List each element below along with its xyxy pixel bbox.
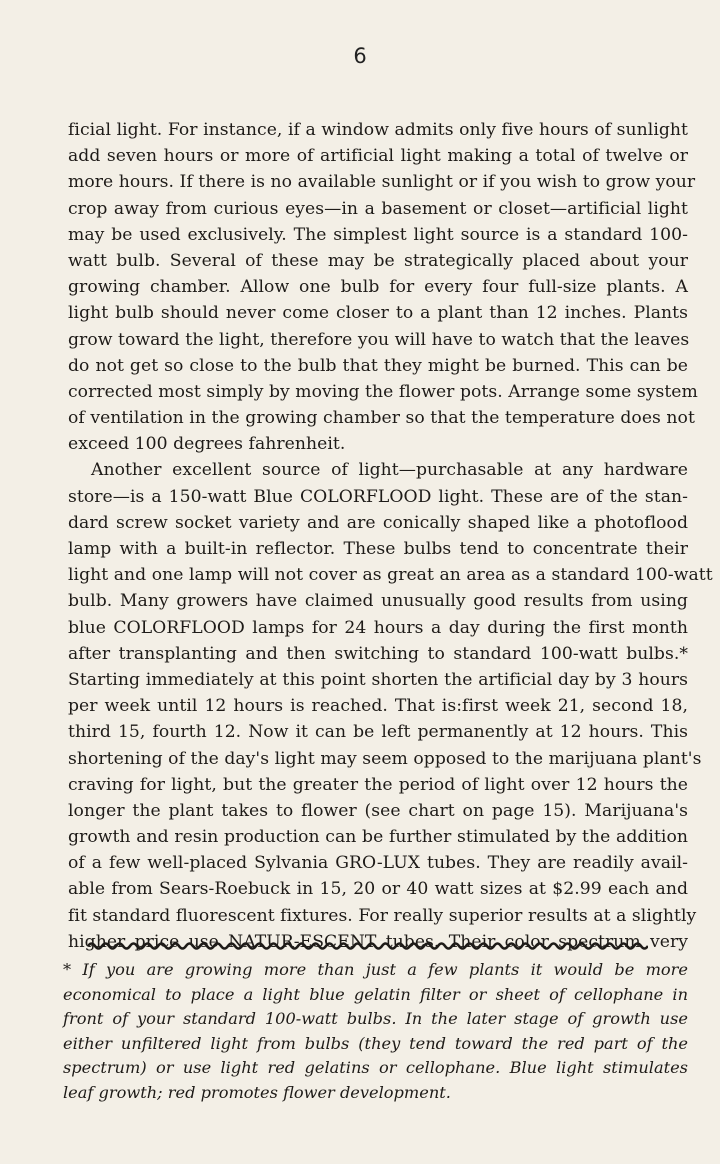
page-number: 6 <box>353 44 367 68</box>
body-text <box>68 117 713 955</box>
footnote-line: leaf growth; red promotes flower development. <box>63 1082 451 1102</box>
text-line: third 15, fourth 12. Now it can be left permanently at 12 hours. This <box>68 722 688 743</box>
text-line: after transplanting and then switching to standard 100-watt bulbs.* <box>68 643 688 664</box>
text-line: per week until 12 hours is reached. That is:first week 21, second 18, <box>68 696 688 717</box>
paragraph-first-line: Another excellent source of light—purchasable at any hardware <box>91 460 688 481</box>
text-line: craving for light, but the greater the period of light over 12 hours the <box>68 774 688 795</box>
text-line: shortening of the day's light may seem opposed to the marijuana plant's <box>68 748 702 769</box>
text-line: add seven hours or more of artificial light making a total of twelve or <box>68 146 688 167</box>
text-line: of a few well-placed Sylvania GRO-LUX tubes. They are readily avail- <box>68 853 688 874</box>
text-line: light bulb should never come closer to a plant than 12 inches. Plants <box>68 303 688 324</box>
text-line: light and one lamp will not cover as great an area as a standard 100-watt <box>68 565 713 586</box>
text-line: higher price use NATUR-ESCENT tubes. Their color spectrum very <box>68 931 688 952</box>
text-line: dard screw socket variety and are conically shaped like a photoflood <box>68 512 688 533</box>
footnote <box>63 958 688 1106</box>
text-line: bulb. Many growers have claimed unusually good results from using <box>68 591 688 612</box>
text-line: watt bulb. Several of these may be strategically placed about your <box>68 250 688 271</box>
footnote-line: spectrum) or use light red gelatins or cellophane. Blue light stimulates <box>63 1058 688 1078</box>
text-line: growing chamber. Allow one bulb for every four full-size plants. A <box>68 277 688 298</box>
text-line: store—is a 150-watt Blue COLORFLOOD light. These are of the stan- <box>68 486 688 507</box>
text-line: blue COLORFLOOD lamps for 24 hours a day during the first month <box>68 617 688 638</box>
footnote-line: economical to place a light blue gelatin filter or sheet of cellophane in <box>63 984 688 1004</box>
text-line: growth and resin production can be further stimulated by the addition <box>68 827 688 848</box>
text-line: lamp with a built-in reflector. These bulbs tend to concentrate their <box>68 539 688 559</box>
text-line: Starting immediately at this point shorten the artificial day by 3 hours <box>68 669 688 690</box>
text-line: longer the plant takes to flower (see chart on page 15). Marijuana's <box>68 800 688 821</box>
footnote-line: either unfiltered light from bulbs (they tend toward the red part of the <box>63 1033 688 1053</box>
footnote-line: front of your standard 100-watt bulbs. In the later stage of growth use <box>63 1009 688 1029</box>
text-line: may be used exclusively. The simplest light source is a standard 100- <box>68 224 688 245</box>
text-line: exceed 100 degrees fahrenheit. <box>68 434 346 455</box>
text-line: of ventilation in the growing chamber so that the temperature does not <box>68 408 695 429</box>
text-line: crop away from curious eyes—in a basement or closet—artificial light <box>68 198 688 219</box>
wavy-divider <box>88 941 648 951</box>
text-line: grow toward the light, therefore you will have to watch that the leaves <box>68 329 690 350</box>
text-line: fit standard fluorescent fixtures. For really superior results at a slightly <box>68 905 697 926</box>
text-line: corrected most simply by moving the flower pots. Arrange some system <box>68 381 698 402</box>
text-line: do not get so close to the bulb that they might be burned. This can be <box>68 355 688 376</box>
text-line: able from Sears-Roebuck in 15, 20 or 40 watt sizes at $2.99 each and <box>68 879 688 900</box>
text-line: ficial light. For instance, if a window admits only five hours of sunlight <box>68 120 688 140</box>
text-line: more hours. If there is no available sunlight or if you wish to grow your <box>68 172 696 193</box>
footnote-line: * If you are growing more than just a few plants it would be more <box>63 960 688 979</box>
